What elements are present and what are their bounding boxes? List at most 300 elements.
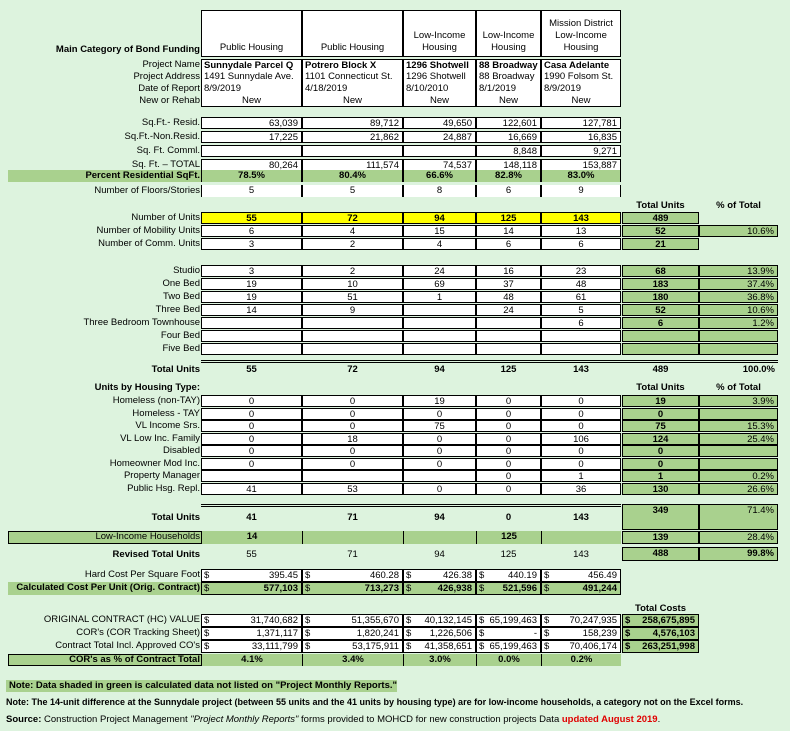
row-label: Number of Units bbox=[131, 212, 200, 223]
row-label: New or Rehab bbox=[139, 95, 200, 106]
currency-symbol: $ bbox=[204, 615, 210, 626]
amount: 395.45 bbox=[268, 570, 298, 581]
row-label: Sq.Ft.- Resid. bbox=[141, 117, 200, 128]
housing-pct-header: % of Total bbox=[716, 382, 761, 393]
unit-count-cell: 4 bbox=[302, 225, 403, 237]
row-label: Three Bed bbox=[155, 304, 200, 315]
amount: 460.28 bbox=[369, 570, 399, 581]
row-label: Sq. Ft. – TOTAL bbox=[131, 159, 200, 170]
floors-cell: 6 bbox=[476, 185, 541, 197]
cost-per-unit-cell bbox=[302, 582, 403, 595]
currency-symbol: $ bbox=[479, 641, 485, 652]
sqft-cell: 127,781 bbox=[541, 117, 621, 129]
contract-cost-cell bbox=[302, 627, 403, 640]
percent-cell bbox=[699, 445, 778, 457]
revised-total-cell: 125 bbox=[500, 549, 517, 560]
amount: 1,226,506 bbox=[429, 628, 472, 639]
housing-total-cell: 143 bbox=[573, 512, 589, 523]
low-income-cell bbox=[541, 531, 621, 544]
percent-cell: 28.4% bbox=[699, 531, 778, 544]
unit-count-cell: 125 bbox=[476, 212, 541, 224]
row-label: VL Low Inc. Family bbox=[120, 432, 200, 444]
currency-symbol: $ bbox=[406, 628, 412, 639]
sqft-cell bbox=[302, 145, 403, 157]
total-cell: 6 bbox=[622, 317, 699, 329]
cost-per-unit-cell bbox=[403, 582, 476, 595]
bedroom-total-cell: 94 bbox=[434, 364, 445, 375]
housing-cell: 0 bbox=[403, 458, 476, 470]
percent-cell: 25.4% bbox=[699, 433, 778, 445]
cor-pct-cell: 3.0% bbox=[403, 654, 476, 666]
sqft-cell: 80,264 bbox=[201, 159, 302, 171]
amount: 426.38 bbox=[442, 570, 472, 581]
total-costs-header: Total Costs bbox=[634, 603, 687, 614]
pct-total-header: % of Total bbox=[716, 200, 761, 211]
project-info-cell: 4/18/2019 bbox=[302, 83, 403, 95]
total-cell: 489 bbox=[622, 212, 699, 224]
total-cost-cell bbox=[622, 614, 699, 627]
housing-cell: 0 bbox=[201, 458, 302, 470]
housing-cell bbox=[201, 470, 302, 482]
housing-cell: 0 bbox=[541, 445, 621, 457]
bedroom-cell: 14 bbox=[201, 304, 302, 316]
housing-cell: 36 bbox=[541, 483, 621, 495]
unit-count-cell: 14 bbox=[476, 225, 541, 237]
housing-cell: 0 bbox=[302, 458, 403, 470]
total-cell: 183 bbox=[622, 278, 699, 290]
contract-cost-cell bbox=[476, 614, 541, 627]
row-label: Disabled bbox=[163, 445, 200, 456]
amount: 577,103 bbox=[263, 583, 298, 594]
total-cell: 180 bbox=[622, 291, 699, 303]
amount: 440.19 bbox=[507, 570, 537, 581]
bedroom-cell bbox=[476, 330, 541, 342]
bedroom-cell: 48 bbox=[476, 291, 541, 303]
unit-count-cell: 6 bbox=[201, 225, 302, 237]
row-label: Four Bed bbox=[160, 330, 200, 341]
housing-cell: 19 bbox=[403, 395, 476, 407]
row-label: Project Name bbox=[142, 59, 200, 70]
note-sunnydale: Note: The 14-unit difference at the Sunnydale project (between 55 units and the 41 units by housing type) are for low-income households, a category not on the Excel forms. bbox=[6, 697, 744, 707]
cost-per-unit-cell bbox=[201, 582, 302, 595]
housing-cell: 0 bbox=[476, 433, 541, 445]
project-category-text: Public Housing bbox=[320, 42, 385, 53]
bedroom-cell: 2 bbox=[302, 265, 403, 277]
source-source-prefix: Source: bbox=[6, 714, 42, 725]
bedroom-cell: 37 bbox=[476, 278, 541, 290]
bedroom-cell: 24 bbox=[476, 304, 541, 316]
sqft-cell: 17,225 bbox=[201, 131, 302, 143]
bedroom-cell bbox=[541, 343, 621, 355]
percent-cell bbox=[699, 330, 778, 342]
row-label: Homeowner Mod Inc. bbox=[109, 457, 200, 469]
bedroom-total-cell: 143 bbox=[573, 364, 589, 375]
floors-cell: 9 bbox=[541, 185, 621, 197]
source-line bbox=[6, 714, 660, 726]
housing-cell: 53 bbox=[302, 483, 403, 495]
total-cost-cell bbox=[622, 627, 699, 640]
project-info-cell: 8/9/2019 bbox=[541, 83, 621, 95]
total-cell bbox=[622, 343, 699, 355]
currency-symbol: $ bbox=[305, 628, 311, 639]
bedroom-cell: 10 bbox=[302, 278, 403, 290]
row-label: Revised Total Units bbox=[112, 549, 200, 560]
project-info-cell: New bbox=[541, 95, 621, 107]
source-source-text: Construction Project Management bbox=[41, 714, 191, 725]
sqft-cell: 49,650 bbox=[403, 117, 476, 129]
bedroom-cell bbox=[541, 330, 621, 342]
row-label: VL Income Srs. bbox=[135, 420, 200, 431]
bedroom-cell: 6 bbox=[541, 317, 621, 329]
hard-cost-cell bbox=[201, 569, 302, 582]
cor-pct-cell: 4.1% bbox=[201, 654, 302, 666]
currency-symbol: $ bbox=[625, 641, 631, 652]
contract-cost-cell bbox=[403, 640, 476, 653]
contract-cost-cell bbox=[476, 627, 541, 640]
bedroom-cell: 23 bbox=[541, 265, 621, 277]
row-label: Public Hsg. Repl. bbox=[127, 482, 200, 494]
housing-cell: 75 bbox=[403, 420, 476, 432]
cor-pct-cell: 3.4% bbox=[302, 654, 403, 666]
bedroom-cell bbox=[201, 343, 302, 355]
housing-cell: 0 bbox=[476, 408, 541, 420]
currency-symbol: $ bbox=[305, 641, 311, 652]
project-info-cell: 8/1/2019 bbox=[476, 83, 541, 95]
currency-symbol: $ bbox=[305, 583, 311, 594]
currency-symbol: $ bbox=[406, 641, 412, 652]
row-label: Number of Comm. Units bbox=[98, 238, 200, 249]
amount: 51,355,670 bbox=[351, 615, 399, 626]
contract-cost-cell bbox=[541, 627, 621, 640]
bedroom-cell bbox=[403, 330, 476, 342]
revised-total-cell: 94 bbox=[434, 549, 445, 560]
housing-type-heading: Units by Housing Type: bbox=[94, 382, 200, 393]
pct-resid-cell: 82.8% bbox=[476, 170, 541, 182]
sqft-cell: 16,669 bbox=[476, 131, 541, 143]
amount: 158,239 bbox=[582, 628, 617, 639]
row-label: Sq.Ft.-Non.Resid. bbox=[124, 131, 200, 142]
percent-cell bbox=[699, 238, 778, 250]
total-cell: 75 bbox=[622, 420, 699, 432]
percent-cell bbox=[699, 458, 778, 470]
percent-cell: 36.8% bbox=[699, 291, 778, 303]
amount: 31,740,682 bbox=[250, 615, 298, 626]
row-label: Property Manager bbox=[123, 470, 200, 481]
row-label: One Bed bbox=[162, 278, 200, 289]
project-info-cell: 1101 Connecticut St. bbox=[302, 71, 403, 83]
row-label: Percent Residential SqFt. bbox=[85, 170, 200, 181]
currency-symbol: $ bbox=[479, 583, 485, 594]
bedroom-cell bbox=[302, 317, 403, 329]
category-heading: Main Category of Bond Funding bbox=[55, 44, 200, 55]
amount: 713,273 bbox=[364, 583, 399, 594]
unit-count-cell: 143 bbox=[541, 212, 621, 224]
pct-resid-cell: 80.4% bbox=[302, 170, 403, 182]
amount: 70,247,935 bbox=[569, 615, 617, 626]
sqft-cell: 148,118 bbox=[476, 159, 541, 171]
unit-count-cell: 6 bbox=[541, 238, 621, 250]
currency-symbol: $ bbox=[305, 615, 311, 626]
project-info-cell: New bbox=[403, 95, 476, 107]
housing-cell: 0 bbox=[541, 395, 621, 407]
total-cell: 0 bbox=[622, 408, 699, 420]
bedroom-total-cell: 55 bbox=[246, 364, 257, 375]
amount: 4,576,103 bbox=[652, 628, 695, 639]
row-label: Total Units bbox=[151, 364, 200, 375]
sqft-cell: 122,601 bbox=[476, 117, 541, 129]
row-label: Calculated Cost Per Unit (Orig. Contract) bbox=[16, 582, 200, 593]
bedroom-cell bbox=[302, 343, 403, 355]
project-info-cell: Casa Adelante bbox=[541, 59, 621, 71]
row-label: Three Bedroom Townhouse bbox=[83, 317, 200, 328]
row-label: Hard Cost Per Square Foot bbox=[84, 569, 200, 580]
low-income-cell: 14 bbox=[201, 531, 302, 544]
project-category-header bbox=[541, 10, 621, 57]
row-label: Homeless (non-TAY) bbox=[112, 395, 200, 406]
housing-total-cell: 41 bbox=[246, 512, 257, 523]
project-category-header bbox=[403, 10, 476, 57]
total-cell: 349 bbox=[622, 504, 699, 530]
bedroom-grand-total: 489 bbox=[652, 364, 669, 375]
amount: 65,199,463 bbox=[489, 615, 537, 626]
project-info-cell: 1296 Shotwell bbox=[403, 59, 476, 71]
project-category-text: Public Housing bbox=[219, 42, 284, 53]
total-cell: 139 bbox=[622, 531, 699, 544]
housing-cell: 0 bbox=[302, 445, 403, 457]
currency-symbol: $ bbox=[204, 583, 210, 594]
housing-cell: 0 bbox=[541, 458, 621, 470]
contract-cost-cell bbox=[201, 614, 302, 627]
currency-symbol: $ bbox=[479, 615, 485, 626]
bedroom-cell: 69 bbox=[403, 278, 476, 290]
row-label: Number of Floors/Stories bbox=[94, 185, 200, 196]
contract-cost-cell bbox=[201, 640, 302, 653]
unit-count-cell: 55 bbox=[201, 212, 302, 224]
percent-cell: 0.2% bbox=[699, 470, 778, 482]
amount: 1,371,117 bbox=[256, 628, 298, 639]
housing-cell: 0 bbox=[201, 408, 302, 420]
project-category-text: Low-Income Housing bbox=[482, 30, 535, 53]
currency-symbol: $ bbox=[204, 641, 210, 652]
sqft-cell: 63,039 bbox=[201, 117, 302, 129]
project-info-cell: 88 Broadway bbox=[476, 71, 541, 83]
source-source-text2: forms provided to MOHCD for new construction projects Data bbox=[298, 714, 562, 725]
housing-cell: 0 bbox=[403, 433, 476, 445]
housing-total-cell: 71 bbox=[347, 512, 358, 523]
project-category-header bbox=[201, 10, 302, 57]
project-category-header bbox=[476, 10, 541, 57]
project-info-cell: Potrero Block X bbox=[302, 59, 403, 71]
bedroom-cell: 16 bbox=[476, 265, 541, 277]
unit-count-cell: 72 bbox=[302, 212, 403, 224]
amount: 1,820,241 bbox=[356, 628, 399, 639]
sqft-cell: 89,712 bbox=[302, 117, 403, 129]
percent-cell: 99.8% bbox=[699, 547, 778, 561]
double-rule bbox=[201, 504, 621, 507]
housing-cell: 0 bbox=[201, 445, 302, 457]
contract-cost-cell bbox=[403, 614, 476, 627]
contract-cost-cell bbox=[302, 614, 403, 627]
percent-cell: 13.9% bbox=[699, 265, 778, 277]
project-info-cell: 8/9/2019 bbox=[201, 83, 302, 95]
housing-cell: 106 bbox=[541, 433, 621, 445]
currency-symbol: $ bbox=[544, 570, 550, 581]
currency-symbol: $ bbox=[406, 615, 412, 626]
housing-cell: 0 bbox=[201, 433, 302, 445]
currency-symbol: $ bbox=[544, 628, 550, 639]
total-cell: 124 bbox=[622, 433, 699, 445]
low-income-cell bbox=[302, 531, 403, 544]
cor-pct-cell: 0.2% bbox=[541, 654, 621, 666]
total-cell bbox=[622, 330, 699, 342]
housing-cell: 0 bbox=[476, 420, 541, 432]
pct-resid-cell: 83.0% bbox=[541, 170, 621, 182]
bedroom-cell: 24 bbox=[403, 265, 476, 277]
amount: 263,251,998 bbox=[642, 641, 695, 652]
row-label: Date of Report bbox=[138, 83, 200, 94]
sqft-cell: 153,887 bbox=[541, 159, 621, 171]
bedroom-grand-pct: 100.0% bbox=[742, 364, 775, 375]
currency-symbol: $ bbox=[625, 628, 631, 639]
amount: 70,406,174 bbox=[569, 641, 617, 652]
project-info-cell: 8/10/2010 bbox=[403, 83, 476, 95]
unit-count-cell: 15 bbox=[403, 225, 476, 237]
project-info-cell: New bbox=[302, 95, 403, 107]
housing-cell: 0 bbox=[476, 458, 541, 470]
housing-cell: 41 bbox=[201, 483, 302, 495]
housing-cell: 0 bbox=[201, 420, 302, 432]
total-cell: 68 bbox=[622, 265, 699, 277]
low-income-cell bbox=[403, 531, 476, 544]
housing-cell: 0 bbox=[476, 483, 541, 495]
bedroom-cell: 51 bbox=[302, 291, 403, 303]
bedroom-cell bbox=[476, 317, 541, 329]
sqft-cell: 111,574 bbox=[302, 159, 403, 171]
row-label: Contract Total Incl. Approved CO's bbox=[55, 640, 200, 651]
row-label: Two Bed bbox=[163, 291, 200, 302]
bedroom-cell: 19 bbox=[201, 291, 302, 303]
currency-symbol: $ bbox=[204, 628, 210, 639]
bedroom-total-cell: 125 bbox=[500, 364, 517, 375]
currency-symbol: $ bbox=[406, 583, 412, 594]
bedroom-cell: 19 bbox=[201, 278, 302, 290]
housing-total-header: Total Units bbox=[636, 382, 685, 393]
housing-total-cell: 94 bbox=[434, 512, 445, 523]
housing-cell: 0 bbox=[541, 420, 621, 432]
source-source-italic: "Project Monthly Reports" bbox=[190, 714, 299, 725]
percent-cell: 10.6% bbox=[699, 304, 778, 316]
housing-cell: 0 bbox=[476, 395, 541, 407]
sqft-cell: 74,537 bbox=[403, 159, 476, 171]
currency-symbol: $ bbox=[544, 615, 550, 626]
amount: - bbox=[533, 628, 537, 639]
sqft-cell: 24,887 bbox=[403, 131, 476, 143]
housing-total-cell: 0 bbox=[505, 512, 512, 523]
project-info-cell: 1296 Shotwell bbox=[403, 71, 476, 83]
source-source-end: . bbox=[657, 714, 661, 725]
currency-symbol: $ bbox=[544, 641, 550, 652]
cor-pct-cell: 0.0% bbox=[476, 654, 541, 666]
housing-cell: 0 bbox=[302, 395, 403, 407]
pct-resid-cell: 78.5% bbox=[201, 170, 302, 182]
row-label: Homeless - TAY bbox=[132, 407, 200, 419]
unit-count-cell: 3 bbox=[201, 238, 302, 250]
percent-cell bbox=[699, 343, 778, 355]
row-label: COR's (COR Tracking Sheet) bbox=[76, 627, 200, 638]
amount: 41,358,651 bbox=[424, 641, 472, 652]
amount: 258,675,895 bbox=[642, 615, 695, 626]
housing-cell: 0 bbox=[476, 470, 541, 482]
row-label: Total Units bbox=[151, 512, 200, 523]
contract-cost-cell bbox=[541, 640, 621, 653]
total-cost-cell bbox=[622, 640, 699, 653]
amount: 491,244 bbox=[582, 583, 617, 594]
row-label: Project Address bbox=[133, 71, 200, 82]
housing-cell: 0 bbox=[476, 445, 541, 457]
cost-per-unit-cell bbox=[541, 582, 621, 595]
housing-cell: 0 bbox=[541, 408, 621, 420]
amount: 40,132,145 bbox=[424, 615, 472, 626]
housing-cell: 0 bbox=[403, 445, 476, 457]
unit-count-cell: 6 bbox=[476, 238, 541, 250]
percent-cell: 71.4% bbox=[699, 504, 778, 530]
bedroom-cell: 5 bbox=[541, 304, 621, 316]
total-cell: 130 bbox=[622, 483, 699, 495]
total-cell: 52 bbox=[622, 225, 699, 237]
percent-cell bbox=[699, 408, 778, 420]
cost-per-unit-cell bbox=[476, 582, 541, 595]
unit-count-cell: 4 bbox=[403, 238, 476, 250]
bedroom-cell bbox=[476, 343, 541, 355]
contract-cost-cell bbox=[541, 614, 621, 627]
bedroom-cell: 1 bbox=[403, 291, 476, 303]
project-info-cell: Sunnydale Parcel Q bbox=[201, 59, 302, 71]
contract-cost-cell bbox=[302, 640, 403, 653]
percent-cell: 10.6% bbox=[699, 225, 778, 237]
total-cell: 21 bbox=[622, 238, 699, 250]
bedroom-cell: 48 bbox=[541, 278, 621, 290]
housing-cell: 0 bbox=[302, 408, 403, 420]
project-info-cell: 1491 Sunnydale Ave. bbox=[201, 71, 302, 83]
note-green: Note: Data shaded in green is calculated data not listed on "Project Monthly Reports." bbox=[6, 680, 397, 692]
revised-total-cell: 143 bbox=[573, 549, 589, 560]
currency-symbol: $ bbox=[479, 628, 485, 639]
housing-cell: 0 bbox=[201, 395, 302, 407]
sqft-cell bbox=[201, 145, 302, 157]
housing-cell: 0 bbox=[403, 483, 476, 495]
housing-cell: 1 bbox=[541, 470, 621, 482]
project-info-cell: 88 Broadway bbox=[476, 59, 541, 71]
contract-cost-cell bbox=[201, 627, 302, 640]
sqft-cell bbox=[403, 145, 476, 157]
currency-symbol: $ bbox=[305, 570, 311, 581]
percent-cell: 26.6% bbox=[699, 483, 778, 495]
amount: 426,938 bbox=[437, 583, 472, 594]
bedroom-cell: 61 bbox=[541, 291, 621, 303]
currency-symbol: $ bbox=[625, 615, 631, 626]
bedroom-total-cell: 72 bbox=[347, 364, 358, 375]
project-info-cell: New bbox=[201, 95, 302, 107]
pct-resid-cell: 66.6% bbox=[403, 170, 476, 182]
total-cell: 488 bbox=[622, 547, 699, 561]
amount: 65,199,463 bbox=[489, 641, 537, 652]
revised-total-cell: 71 bbox=[347, 549, 358, 560]
unit-count-cell: 94 bbox=[403, 212, 476, 224]
total-cell: 52 bbox=[622, 304, 699, 316]
project-category-text: Mission District Low-Income Housing bbox=[549, 18, 613, 53]
currency-symbol: $ bbox=[406, 570, 412, 581]
amount: 53,175,911 bbox=[352, 641, 399, 652]
